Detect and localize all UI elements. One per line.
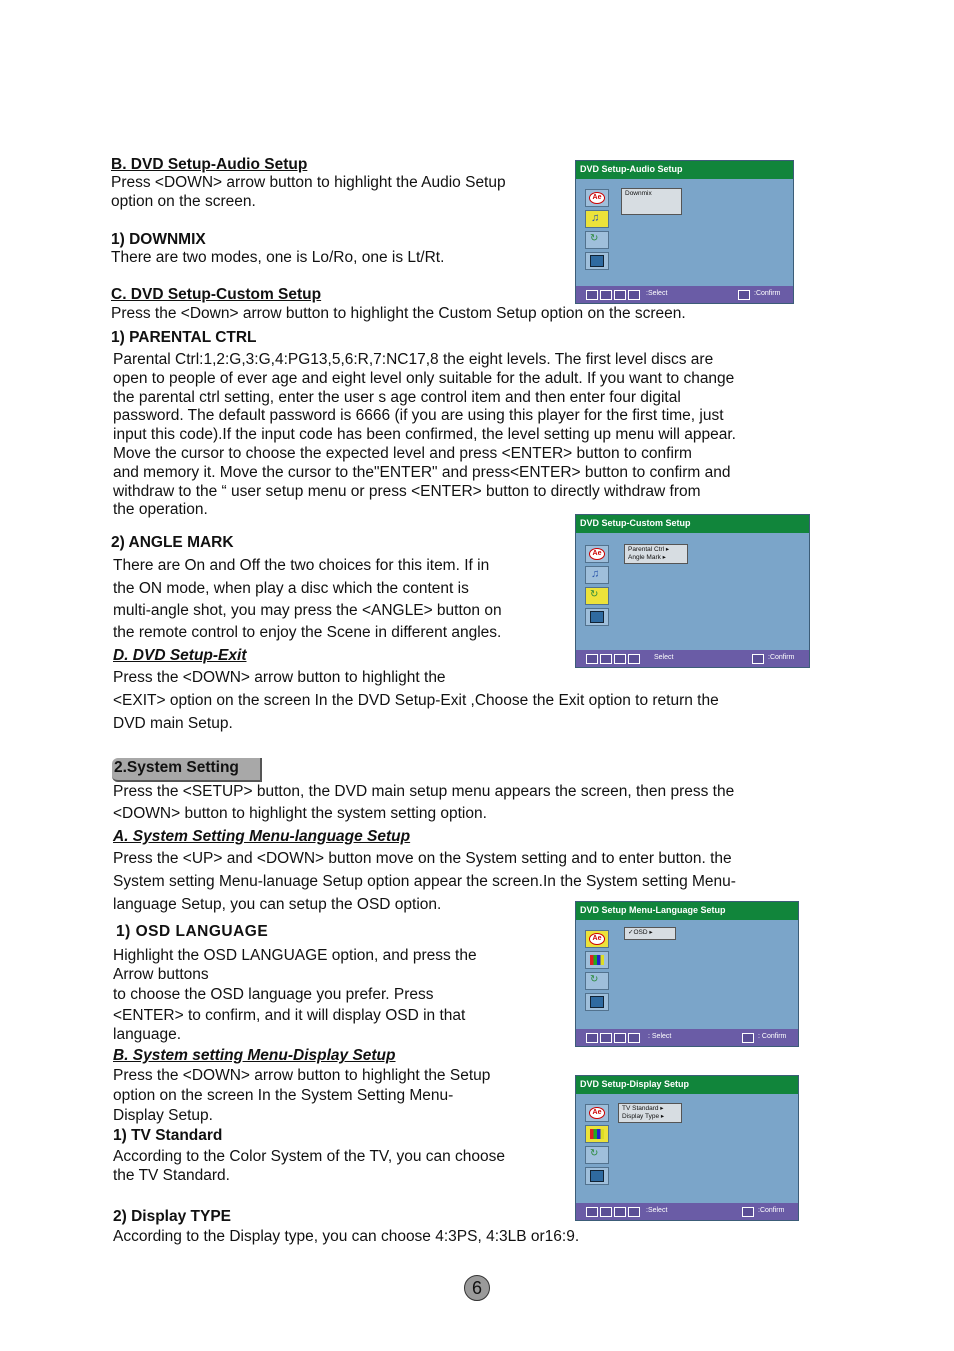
- right-arrow-icon: [614, 1207, 626, 1217]
- parental-line: Parental Ctrl:1,2:G,3:G,4:PG13,5,6:R,7:NC17,8 the eight levels. The first level discs are: [113, 351, 714, 368]
- parental-ctrl-heading: 1) PARENTAL CTRL: [111, 329, 257, 346]
- custom-icon: ↻: [585, 231, 609, 249]
- display-line: Press the <DOWN> arrow button to highlight the Setup: [113, 1067, 491, 1084]
- left-arrow-icon: [586, 290, 598, 300]
- screen-title: DVD Setup Menu-Language Setup: [580, 905, 726, 915]
- display-setup-heading: B. System setting Menu-Display Setup: [113, 1047, 396, 1064]
- angle-line: the ON mode, when play a disc which the content is: [113, 580, 469, 597]
- system-line: Press the <SETUP> button, the DVD main setup menu appears the screen, then press the: [113, 783, 735, 800]
- down-arrow-icon: [628, 654, 640, 664]
- play-icon: [752, 654, 764, 664]
- custom-menu: [624, 544, 688, 564]
- custom-icon: ↻: [585, 1146, 609, 1164]
- play-icon: [742, 1207, 754, 1217]
- language-icon: Ae: [585, 1104, 609, 1122]
- menu-item-parental-ctrl[interactable]: Parental Ctrl ▸: [628, 546, 670, 553]
- exit-icon: [585, 1167, 609, 1185]
- osd-line: Arrow buttons: [113, 966, 209, 983]
- parental-line: the operation.: [113, 501, 208, 518]
- screen-title: DVD Setup-Custom Setup: [580, 518, 691, 528]
- left-arrow-icon: [586, 1033, 598, 1043]
- downmix-heading: 1) DOWNMIX: [111, 231, 206, 248]
- tv-standard-heading: 1) TV Standard: [113, 1127, 223, 1144]
- custom-setup-heading: C. DVD Setup-Custom Setup: [111, 286, 322, 303]
- menu-item-osd[interactable]: ✓OSD ▸: [624, 927, 676, 940]
- music-note-icon: ♫: [585, 566, 609, 584]
- language-line: Press the <UP> and <DOWN> button move on the System setting and to enter button. the: [113, 850, 732, 867]
- exit-heading: D. DVD Setup-Exit: [113, 647, 247, 664]
- up-arrow-icon: [600, 654, 612, 664]
- exit-line: <EXIT> option on the screen In the DVD Setup-Exit ,Choose the Exit option to return the: [113, 692, 719, 709]
- exit-line: DVD main Setup.: [113, 715, 233, 732]
- angle-line: There are On and Off the two choices for this item. If in: [113, 557, 490, 574]
- display-line: option on the screen In the System Setting Menu-: [113, 1087, 454, 1104]
- language-line: language Setup, you can setup the OSD option.: [113, 896, 442, 913]
- select-label: : Select: [648, 1033, 672, 1040]
- menu-item-angle-mark[interactable]: Angle Mark ▸: [628, 554, 666, 561]
- osd-line: <ENTER> to confirm, and it will display OSD in that: [113, 1007, 466, 1024]
- system-line: <DOWN> button to highlight the system setting option.: [113, 805, 487, 822]
- play-icon: [742, 1033, 754, 1043]
- screen-title: DVD Setup-Display Setup: [580, 1079, 690, 1089]
- confirm-label: :Confirm: [768, 654, 795, 661]
- right-arrow-icon: [614, 290, 626, 300]
- select-label: :Select: [646, 290, 668, 297]
- display-type-heading: 2) Display TYPE: [113, 1208, 232, 1225]
- osd-language-heading: 1) OSD LANGUAGE: [116, 923, 269, 940]
- tv-line: the TV Standard.: [113, 1167, 230, 1184]
- parental-line: withdraw to the “ user setup menu or press <ENTER> button to directly withdraw from: [113, 483, 701, 500]
- tv-line: According to the Color System of the TV, you can choose: [113, 1148, 506, 1165]
- display-setup-screen: [575, 1075, 799, 1221]
- down-arrow-icon: [628, 1033, 640, 1043]
- custom-icon: ↻: [585, 587, 609, 605]
- exit-icon: [585, 252, 609, 270]
- language-setup-screen: [575, 901, 799, 1047]
- up-arrow-icon: [600, 1033, 612, 1043]
- menu-item-tv-standard[interactable]: TV Standard ▸: [622, 1105, 664, 1112]
- screen-icon-column: [584, 543, 611, 629]
- custom-icon: ↻: [585, 972, 609, 990]
- display-line: Display Setup.: [113, 1107, 213, 1124]
- down-arrow-icon: [628, 290, 640, 300]
- angle-line: multi-angle shot, you may press the <ANGLE> button on: [113, 602, 502, 619]
- play-icon: [738, 290, 750, 300]
- left-arrow-icon: [586, 1207, 598, 1217]
- angle-mark-heading: 2) ANGLE MARK: [111, 534, 234, 551]
- parental-line: password. The default password is 6666 (if you are using this player for the first time, just: [113, 407, 724, 424]
- parental-line: the parental ctrl setting, enter the user s age control item and then enter four digital: [113, 389, 681, 406]
- select-label: :Select: [646, 1207, 668, 1214]
- audio-intro-line-2: option on the screen.: [111, 193, 256, 210]
- display-menu: [618, 1103, 682, 1123]
- music-note-icon: ♫: [585, 210, 609, 228]
- parental-line: and memory it. Move the cursor to the"ENTER" and press<ENTER> button to confirm and: [113, 464, 731, 481]
- down-arrow-icon: [628, 1207, 640, 1217]
- left-arrow-icon: [586, 654, 598, 664]
- screen-icon-column: [584, 928, 611, 1014]
- osd-line: Highlight the OSD LANGUAGE option, and press the: [113, 947, 477, 964]
- page-number: 6: [464, 1275, 490, 1301]
- osd-line: language.: [113, 1026, 182, 1043]
- confirm-label: :Confirm: [758, 1207, 785, 1214]
- audio-setup-heading: B. DVD Setup-Audio Setup: [111, 156, 308, 173]
- parental-line: Move the cursor to choose the expected level and press <ENTER> button to confirm: [113, 445, 692, 462]
- confirm-label: :Confirm: [754, 290, 781, 297]
- custom-setup-screen: [575, 514, 810, 668]
- screen-title: DVD Setup-Audio Setup: [580, 164, 683, 174]
- select-label: Select: [654, 654, 674, 661]
- menu-item-display-type[interactable]: Display Type ▸: [622, 1113, 665, 1120]
- osd-line: to choose the OSD language you prefer. Press: [113, 986, 434, 1003]
- exit-line: Press the <DOWN> arrow button to highlight the: [113, 669, 446, 686]
- right-arrow-icon: [614, 654, 626, 664]
- audio-intro-line-1: Press <DOWN> arrow button to highlight the Audio Setup: [111, 174, 506, 191]
- downmix-text: There are two modes, one is Lo/Ro, one is Lt/Rt.: [111, 249, 445, 266]
- language-icon: Ae: [585, 930, 609, 948]
- exit-icon: [585, 993, 609, 1011]
- confirm-label: : Confirm: [758, 1033, 787, 1040]
- custom-intro: Press the <Down> arrow button to highlight the Custom Setup option on the screen.: [111, 305, 686, 322]
- parental-line: open to people of ever age and eight level only suitable for the adult. If you want to change: [113, 370, 735, 387]
- system-setting-badge: 2.System Setting: [112, 758, 262, 782]
- color-bars-icon: [585, 951, 609, 969]
- angle-line: the remote control to enjoy the Scene in different angles.: [113, 624, 502, 641]
- up-arrow-icon: [600, 1207, 612, 1217]
- parental-line: input this code).If the input code has been confirmed, the level setting up menu will appear.: [113, 426, 736, 443]
- language-icon: Ae: [585, 189, 609, 207]
- up-arrow-icon: [600, 290, 612, 300]
- screen-icon-column: [584, 187, 611, 273]
- display-type-text: According to the Display type, you can choose 4:3PS, 4:3LB or16:9.: [113, 1228, 580, 1245]
- audio-setup-screen: [575, 160, 794, 304]
- menu-item-downmix[interactable]: Downmix: [621, 188, 682, 215]
- color-bars-icon: [585, 1125, 609, 1143]
- exit-icon: [585, 608, 609, 626]
- language-icon: Ae: [585, 545, 609, 563]
- language-line: System setting Menu-lanuage Setup option appear the screen.In the System setting Menu-: [113, 873, 736, 890]
- language-setup-heading: A. System Setting Menu-language Setup: [113, 828, 411, 845]
- right-arrow-icon: [614, 1033, 626, 1043]
- screen-icon-column: [584, 1102, 611, 1188]
